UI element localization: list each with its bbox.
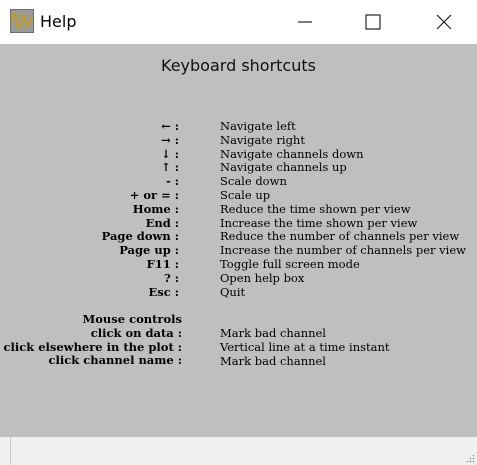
shortcut-description: Scale down	[220, 174, 287, 189]
shortcut-key: F11 :	[146, 256, 179, 271]
title-bar[interactable]	[0, 0, 477, 44]
minimize-icon	[298, 15, 312, 29]
mouse-description: Mark bad channel	[220, 353, 326, 368]
maximize-icon	[365, 14, 381, 30]
shortcut-key: Page down :	[101, 229, 179, 244]
shortcut-key: + or = :	[129, 187, 179, 202]
shortcut-description: Increase the number of channels per view	[220, 243, 466, 258]
close-icon	[436, 14, 452, 30]
shortcut-key: Esc :	[148, 284, 179, 299]
shortcut-description: Navigate left	[220, 119, 296, 133]
shortcut-description: Reduce the time shown per view	[220, 201, 411, 216]
mouse-controls-heading: Mouse controls	[82, 312, 182, 326]
shortcut-key: - :	[165, 174, 179, 189]
shortcut-description: Open help box	[220, 270, 305, 285]
close-button[interactable]	[421, 0, 467, 44]
shortcut-description: Toggle full screen mode	[220, 256, 360, 271]
window-title: Help	[40, 12, 77, 31]
shortcut-description: Navigate channels up	[220, 160, 347, 175]
shortcut-description: Navigate channels down	[220, 146, 364, 161]
mouse-description: Mark bad channel	[220, 326, 326, 340]
shortcut-keys	[0, 120, 179, 299]
resize-grip-icon[interactable]	[465, 453, 475, 463]
mouse-key: click channel name :	[48, 353, 182, 368]
mouse-controls-descriptions	[220, 327, 390, 368]
shortcut-descriptions	[220, 120, 466, 299]
shortcut-key: ? :	[164, 270, 179, 285]
mouse-key: click elsewhere in the plot :	[3, 339, 182, 354]
shortcut-key: End :	[145, 215, 179, 230]
shortcut-key: ↓ :	[161, 146, 179, 161]
shortcut-key: Page up :	[119, 243, 179, 258]
shortcut-key: ← :	[161, 119, 179, 133]
shortcut-key: ↑ :	[161, 160, 179, 175]
shortcut-key: → :	[161, 132, 179, 147]
shortcut-description: Navigate right	[220, 132, 305, 147]
status-bar	[0, 437, 477, 465]
minimize-button[interactable]	[282, 0, 328, 44]
waveform-icon	[10, 9, 34, 33]
shortcut-key: Home :	[132, 201, 179, 216]
status-divider	[10, 437, 11, 465]
help-panel[interactable]	[0, 44, 477, 437]
mouse-description: Vertical line at a time instant	[220, 339, 390, 354]
shortcut-description: Scale up	[220, 187, 271, 202]
maximize-button[interactable]	[350, 0, 396, 44]
shortcut-description: Reduce the number of channels per view	[220, 229, 460, 244]
mouse-controls-keys	[0, 313, 182, 368]
mouse-key: click on data :	[90, 325, 182, 340]
shortcut-description: Increase the time shown per view	[220, 215, 418, 230]
shortcut-description: Quit	[220, 284, 246, 299]
help-heading: Keyboard shortcuts	[161, 56, 316, 75]
